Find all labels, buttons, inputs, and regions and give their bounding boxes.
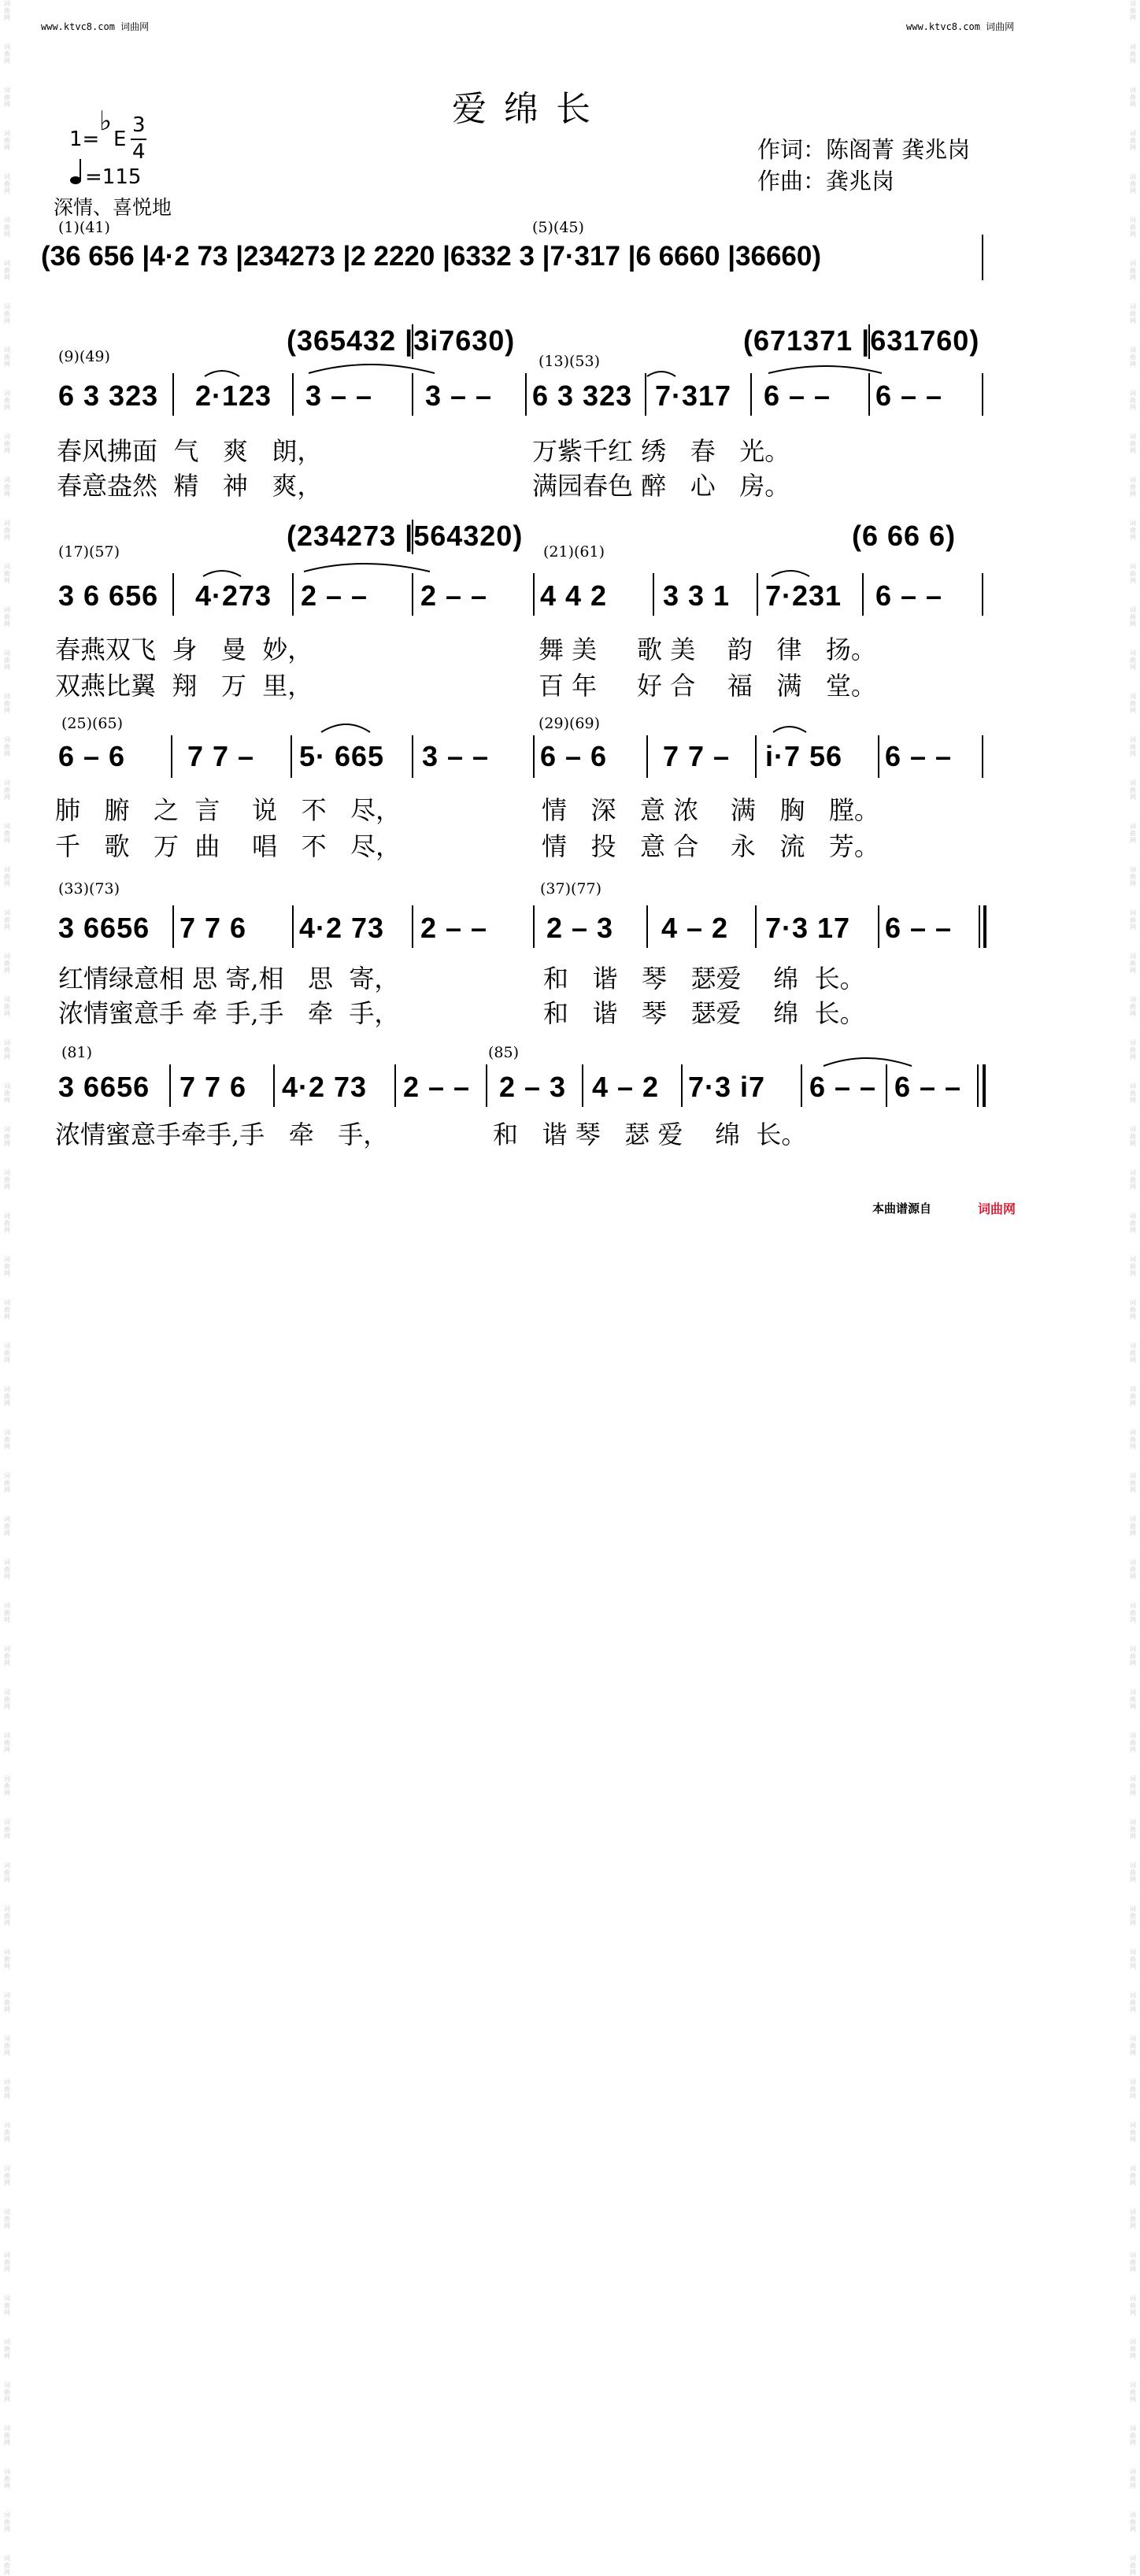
melody-notes: 6 – 6	[58, 740, 126, 772]
melody-notes: 3 6656	[58, 912, 150, 944]
lyric-line: 红情绿意相 思 寄,相 思 寄，	[58, 964, 400, 994]
footer-source-label: 本曲谱源自	[872, 1201, 932, 1216]
melody-notes: 7·3 i7	[688, 1071, 766, 1103]
melody-notes: 6 – –	[875, 579, 943, 612]
melody-notes: 3 6 656	[58, 579, 159, 612]
measure-number: (9)(49)	[58, 348, 110, 365]
measure-number: (13)(53)	[539, 353, 601, 370]
left-watermark-strip: 词 曲 网 词 曲 网 词 曲 网 词 曲 网 词 曲 网 词 曲 网 词 曲 网 词 曲 网 词 曲 网 词 曲 网 词 曲 网 词 曲 网 词 曲 网 词 曲 网 词 曲 网 词 曲 网 词 曲 网 词 曲 网 词 曲 网 词 曲 网 词 曲 网 词 曲 网 词 曲 网 词 曲 网 词 曲 网 词 曲 网 词 曲 网 词 曲 网 词 曲 网 词 曲 网 词 曲 网 词 曲 网 词 曲 网 词 曲 网 词 曲 网 词 曲 网 词 曲 网 词 曲 网 词 曲 网 词 曲 网 词 曲 网 词 曲 网 词 曲 网 词 曲 网 词 曲 网 词 曲 网 词 曲 网 词 曲 网 词 曲 网 词 曲 网 词 曲 网 词 曲 网 词 曲 网 词 曲 网 词 曲 网 词 曲 网 词 曲 网 词 曲 网 词 曲 网 词 曲 网	[4, 0, 10, 2576]
measure-number: (29)(69)	[539, 715, 601, 732]
time-bottom: 4	[132, 140, 146, 164]
measure-number: (1)(41)	[58, 219, 110, 236]
measure-number: (17)(57)	[58, 543, 120, 561]
melody-notes: 4·273	[195, 579, 272, 612]
measure-number: (81)	[61, 1044, 93, 1061]
melody-notes: 7 7 –	[663, 740, 731, 772]
melody-notes: 4 4 2	[540, 579, 608, 612]
melody-notes: 3 – –	[305, 379, 373, 412]
melody-notes: 4·2 73	[299, 912, 385, 944]
melody-notes: 2 – 3	[546, 912, 614, 944]
lyric-line: 满园春色 醉 心 房。	[532, 471, 790, 501]
melody-notes: 6 3 323	[532, 379, 633, 412]
melody-notes: 7 7 –	[187, 740, 255, 772]
prelude-notes: (36 656 |4·2 73 |234273 |2 2220 |6332 3 |7·317 |6 6660 |36660)	[41, 241, 822, 272]
melody-notes: 7 7 6	[180, 912, 247, 944]
melody-notes: 6 – 6	[540, 740, 608, 772]
lyric-line: 浓情蜜意手 牵 手,手 牵 手，	[58, 998, 400, 1028]
lyric-line: 情 投 意 合 永 流 芳。	[542, 831, 879, 861]
melody-notes: 6 – –	[875, 379, 943, 412]
melody-notes: 6 – –	[764, 379, 831, 412]
lyric-line: 和 谐 琴 瑟 爱 绵 长。	[493, 1120, 807, 1149]
lyric-line: 春风拂面 气 爽 朗，	[57, 436, 323, 466]
melody-notes: 2 – –	[301, 579, 368, 612]
melody-notes: 3 3 1	[663, 579, 731, 612]
measure-number: (25)(65)	[61, 715, 124, 732]
melody-notes: 2 – –	[403, 1071, 471, 1103]
lyric-line: 百 年 好 合 福 满 堂。	[539, 671, 876, 701]
melody-notes: 3 – –	[422, 740, 490, 772]
watermark-left: www.ktvc8.com 词曲网	[41, 21, 150, 32]
measure-number: (21)(61)	[543, 543, 605, 561]
measure-number: (5)(45)	[532, 219, 584, 236]
lyric-line: 千 歌 万 曲 唱 不 尽，	[55, 831, 402, 861]
melody-notes: i·7 56	[765, 740, 843, 772]
footer-site-logo: 词曲网	[978, 1201, 1016, 1216]
measure-number: (33)(73)	[58, 880, 120, 898]
melody-notes: 6 3 323	[58, 379, 159, 412]
flat-icon: ♭	[99, 105, 113, 137]
composer-credit: 作曲：龚兆岗	[757, 168, 895, 194]
melody-notes: 5· 665	[299, 740, 385, 772]
melody-notes: 7·317	[655, 379, 732, 412]
lyric-line: 和 谐 琴 瑟爱 绵 长。	[543, 964, 865, 994]
song-title: 爱绵长	[452, 89, 608, 129]
interlude-notes: (234273 |564320)	[287, 520, 524, 552]
lyricist-credit: 作词：陈阁菁 龚兆岗	[757, 136, 971, 163]
lyric-line: 和 谐 琴 瑟爱 绵 长。	[543, 998, 865, 1028]
expression-mark: 深情、喜悦地	[54, 196, 172, 219]
measure-number: (37)(77)	[540, 880, 602, 898]
melody-notes: 7 7 6	[180, 1071, 247, 1103]
melody-notes: 3 6656	[58, 1071, 150, 1103]
lyric-line: 浓情蜜意手牵手,手 牵 手，	[55, 1120, 389, 1149]
melody-notes: 2 – –	[420, 579, 488, 612]
melody-notes: 6 – –	[809, 1071, 877, 1103]
melody-notes: 4 – 2	[661, 912, 729, 944]
lyric-line: 舞 美 歌 美 韵 律 扬。	[539, 635, 876, 664]
lyric-line: 双燕比翼 翔 万 里，	[55, 671, 313, 701]
melody-notes: 2·123	[195, 379, 272, 412]
melody-notes: 2 – –	[420, 912, 488, 944]
key-prefix: 1=	[69, 128, 100, 151]
time-top: 3	[132, 113, 146, 137]
melody-notes: 4 – 2	[592, 1071, 660, 1103]
lyric-line: 情 深 意 浓 满 胸 膛。	[542, 795, 879, 825]
interlude-notes: (671371 |631760)	[743, 324, 980, 357]
lyric-line: 万紫千红 绣 春 光。	[532, 436, 790, 466]
lyric-line: 春意盎然 精 神 爽，	[57, 471, 323, 501]
lyric-line: 肺 腑 之 言 说 不 尽，	[55, 795, 402, 825]
interlude-notes: (6 66 6)	[852, 520, 957, 552]
melody-notes: 6 – –	[885, 912, 953, 944]
melody-notes: 2 – 3	[499, 1071, 567, 1103]
melody-notes: 6 – –	[885, 740, 953, 772]
melody-notes: 7·3 17	[765, 912, 851, 944]
tempo: =115	[85, 165, 142, 189]
interlude-notes: (365432 |3i7630)	[287, 324, 516, 357]
melody-notes: 4·2 73	[282, 1071, 368, 1103]
melody-notes: 7·231	[765, 579, 842, 612]
melody-notes: 3 – –	[425, 379, 493, 412]
watermark-right: www.ktvc8.com 词曲网	[906, 21, 1015, 32]
measure-number: (85)	[488, 1044, 520, 1061]
melody-notes: 6 – –	[894, 1071, 962, 1103]
right-watermark-strip: 词 曲 网 词 曲 网 词 曲 网 词 曲 网 词 曲 网 词 曲 网 词 曲 网 词 曲 网 词 曲 网 词 曲 网 词 曲 网 词 曲 网 词 曲 网 词 曲 网 词 曲 网 词 曲 网 词 曲 网 词 曲 网 词 曲 网 词 曲 网 词 曲 网 词 曲 网 词 曲 网 词 曲 网 词 曲 网 词 曲 网 词 曲 网 词 曲 网 词 曲 网 词 曲 网 词 曲 网 词 曲 网 词 曲 网 词 曲 网 词 曲 网 词 曲 网 词 曲 网 词 曲 网 词 曲 网 词 曲 网 词 曲 网 词 曲 网 词 曲 网 词 曲 网 词 曲 网 词 曲 网 词 曲 网 词 曲 网 词 曲 网 词 曲 网 词 曲 网 词 曲 网 词 曲 网 词 曲 网 词 曲 网 词 曲 网 词 曲 网 词 曲 网 词 曲 网 词 曲 网	[1130, 0, 1136, 2576]
key-letter: E	[113, 128, 127, 151]
lyric-line: 春燕双飞 身 曼 妙，	[55, 635, 313, 664]
